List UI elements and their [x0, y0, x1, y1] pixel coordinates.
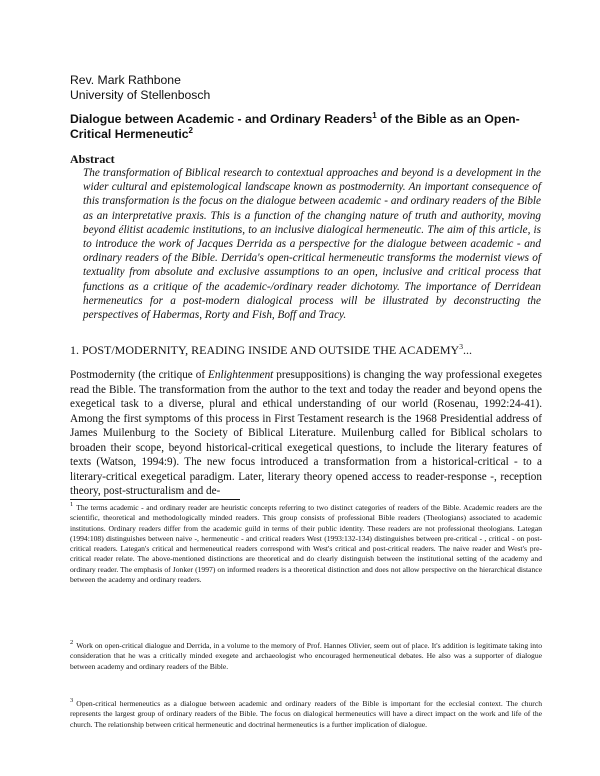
footnote-3: [70, 699, 542, 730]
paragraph-rest: presuppositions) is changing the way professional exegetes read the Bible. The transformation from the author to the text and today the reader and beyond opens the exegetical task to a diverse, plural and ethical understanding of our world (Rosenau, 1992:24-41). Among the first symptoms of this process in First Testament research is the 1968 Presidential address of James Muilenburg to the Society of Biblical Literature. Muilenburg called for Biblical scholars to broaden their scope, beyond historical-critical exegetical questions, to include the literary features of texts (Watson, 1994:9). The new focus introduced a transformation from a historical-critical - to a literary-critical exegetical paradigm. Later, literary theory opened access to reader-response -, reception theory, post-structuralism and de-: [70, 369, 542, 497]
section-heading-text: 1. POST/MODERNITY, READING INSIDE AND OUTSIDE THE ACADEMY: [70, 343, 460, 357]
footnote-marker: 3: [70, 697, 74, 705]
footnote-text: Work on open-critical dialogue and Derrida, in a volume to the memory of Prof. Hannes Olivier, seem out of place. It's addition is legitimate taking into consideration that he was a critically minded exegete and archaeologist who encouraged hermeneutical debates. He also was a supporter of dialogue between academy and ordinary readers of the Bible.: [70, 641, 542, 671]
footnote-marker: 2: [70, 639, 74, 647]
section-heading-tail: ...: [462, 343, 472, 357]
footnote-ref-3: 3: [459, 342, 463, 351]
paragraph-start: Postmodernity (the critique of: [70, 369, 209, 381]
abstract-heading: Abstract: [70, 152, 115, 166]
title-part-2: of the Bible as an Open-Critical Hermeneutic: [70, 112, 520, 141]
section-heading: [70, 343, 472, 358]
footnote-ref-2: 2: [188, 125, 193, 135]
abstract-text: The transformation of Biblical research to contextual approaches and beyond is a development in the wider cultural and epistemological landscape known as postmodernity. An important consequence of this transformation is the focus on the dialogue between academic - and ordinary readers of the Bible as an interpretative praxis. This is a function of the changing nature of truth and authority, moving beyond élitist academic institutions, to an inclusive dialogical hermeneutic. The aim of this article, is to introduce the work of Jacques Derrida as a perspective for the dialogue between academic - and ordinary readers of the Bible. Derrida's open-critical hermeneutic transforms the modernist views of textuality from absolute and exclusive assumptions to an open, inclusive and critical process that functions as a critique of the academic-/ordinary reader dichotomy. The importance of Derridean hermeneutics for a post-modern dialogical process will be illustrated by deconstructing the perspectives of Habermas, Rorty and Fish, Boff and Tracy.: [83, 167, 541, 322]
footnote-2: [70, 641, 542, 672]
footnote-separator: [70, 499, 240, 500]
title-part-1: Dialogue between Academic - and Ordinary Readers: [70, 112, 373, 126]
footnote-text: The terms academic - and ordinary reader are heuristic concepts referring to two distinct categories of readers of the Bible. Academic readers are the scientific, theoretical and methodologically minded readers. This group consists of professional Bible readers (Theologians) associated to academic institutions. Ordinary readers differ from the academic guild in terms of their public identity. These readers are not professional theologians. Lategan (1994:108) distinguishes between naive -, hermeneutic - and critical readers West (1993:132-134) distinguishes between pre-critical - , critical - on post-critical readers. Lategan's critical and hermeneutical readers correspond with West's critical and post-critical readers. The naive reader and West's pre-critical reader relate. The above-mentioned distinctions are theoretical and do clearly distinguish between the institutional setting of the academy and ordinary reader. The emphasis of Jonker (1997) on informed readers is a theoretical distinction and does not allow perspective on the hierarchical distance between the academy and ordinary readers.: [70, 503, 542, 585]
footnote-ref-1: 1: [372, 110, 377, 120]
italic-term: Enlightenment: [208, 369, 274, 381]
paper-title: [70, 112, 540, 142]
author-affiliation: University of Stellenbosch: [70, 88, 211, 102]
author-name: Rev. Mark Rathbone: [70, 73, 181, 87]
footnote-text: Open-critical hermeneutics as a dialogue between academic and ordinary readers of the Bible is important for the ecclesial context. The church represents the largest group of ordinary readers of the Bible. The focus on dialogical hermeneutics will have a direct impact on the work and life of the church. The relationship between critical hermeneutic and doctrinal hermeneutics is a further implication of dialogue.: [70, 699, 542, 729]
footnote-marker: 1: [70, 501, 74, 509]
author-block: [70, 73, 210, 103]
footnote-1: [70, 503, 542, 585]
body-paragraph: [70, 368, 542, 499]
